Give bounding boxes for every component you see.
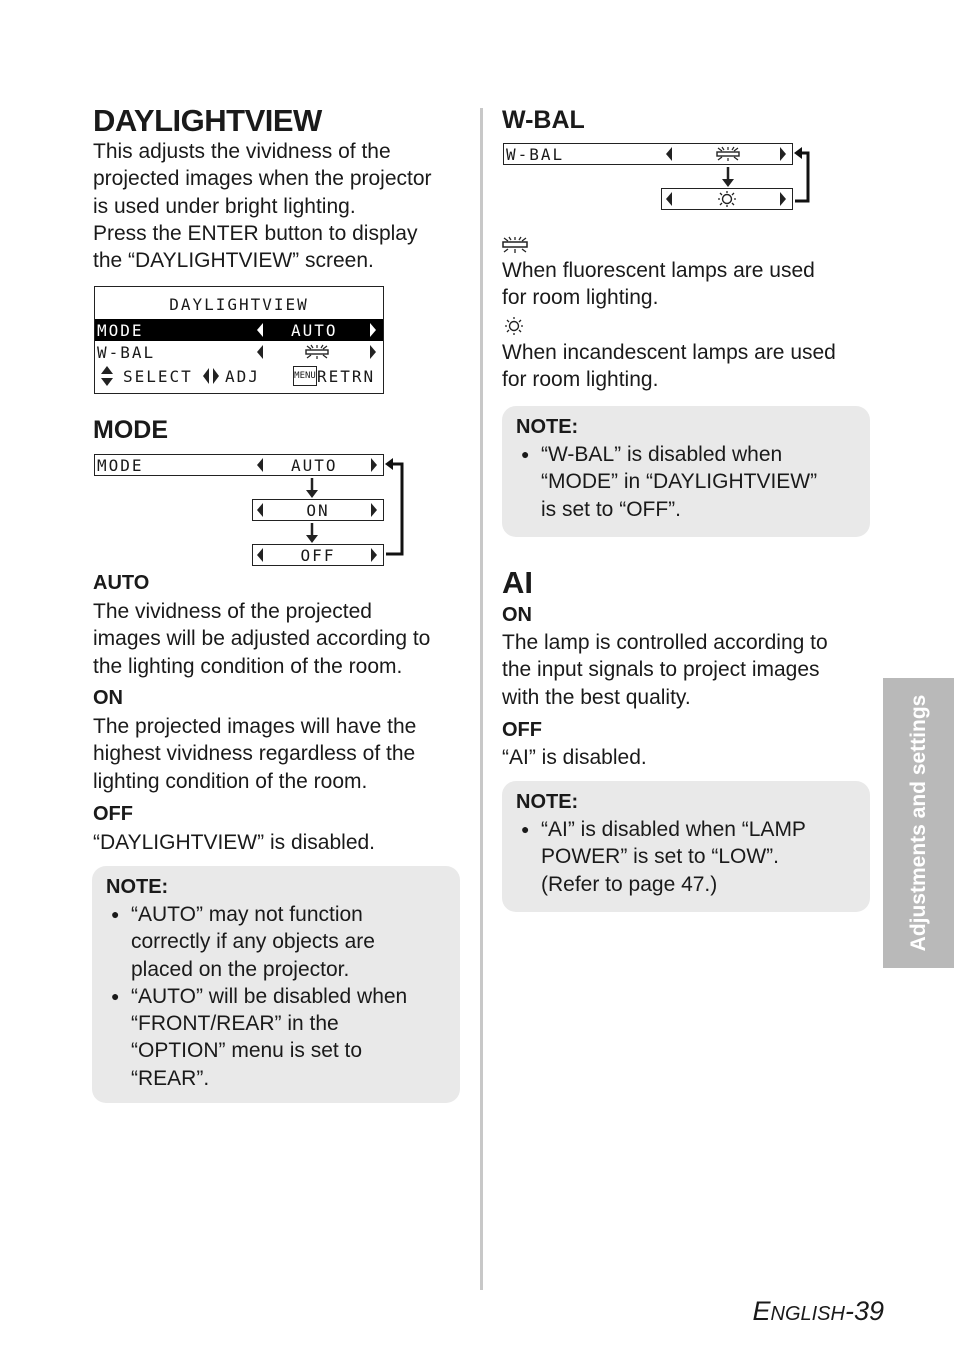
note-item: ● “W-BAL” is disabled when “MODE” in “DAYLIGHTVIEW” is set to “OFF”. [516,441,861,523]
note-item: ● “AUTO” may not function correctly if any objects are placed on the projector. [106,901,451,983]
arrow-left-icon [666,147,672,161]
section-title-daylightview: DAYLIGHTVIEW [93,103,322,138]
fluorescent-description: When fluorescent lamps are used for room lighting. [502,259,815,310]
arrow-left-icon [257,458,263,472]
menu-row-wbal: W-BAL [95,341,383,363]
incandescent-icon [503,316,525,336]
arrow-right-icon [780,192,786,206]
menu-row-mode: MODE AUTO [95,319,383,341]
side-tab-adjustments [883,678,954,968]
wbal-field: W-BAL [503,143,793,165]
arrow-right-icon [371,548,377,562]
arrow-left-icon [257,345,263,359]
auto-heading: AUTO [93,572,150,594]
note-box-wbal [502,406,870,537]
cycle-return-bracket [384,456,406,560]
fluorescent-icon [502,236,528,254]
mode-option-off: OFF [252,544,384,566]
down-arrow-icon [300,476,324,500]
mode-option-on: ON [252,499,384,521]
wbal-option-incandescent [661,188,793,210]
ai-heading: AI [502,565,533,600]
up-down-arrow-icon [101,366,113,386]
note-box-daylightview [92,866,460,1103]
page-footer: ENGLISH-39 [752,1296,884,1326]
note-box-ai [502,781,870,912]
arrow-left-icon [666,192,672,206]
note-title: NOTE: [106,876,169,898]
menu-screen-title: DAYLIGHTVIEW [169,295,309,314]
note-item: ● “AI” is disabled when “LAMP POWER” is set to “LOW”. (Refer to page 47.) [516,816,861,898]
note-title: NOTE: [516,416,579,438]
incandescent-description: When incandescent lamps are used for room lighting. [502,341,836,392]
menu-footer-row: SELECT ADJ MENU RETRN [95,365,383,387]
arrow-right-icon [371,458,377,472]
menu-button-icon: MENU [293,366,317,386]
incandescent-icon [716,190,738,208]
ai-off-description: “AI” is disabled. [502,746,647,769]
down-arrow-icon [300,521,324,545]
auto-description: The vividness of the projected images will be adjusted according to the lighting condition of the room. [93,600,431,678]
on-description: The projected images will have the highest vividness regardless of the lighting condition of the room. [93,715,417,793]
arrow-right-icon [370,323,376,337]
note-list [516,816,861,898]
note-item: ● “AUTO” will be disabled when “FRONT/REAR” in the “OPTION” menu is set to “REAR”. [106,983,451,1092]
page-number: -39 [844,1296,884,1326]
note-title: NOTE: [516,791,579,813]
arrow-left-icon [257,323,263,337]
on-heading: ON [93,687,123,709]
wbal-heading: W-BAL [502,106,585,134]
fluorescent-icon [716,146,740,162]
mode-heading: MODE [93,416,168,444]
mode-field: MODE AUTO [94,454,384,476]
fluorescent-icon [305,344,329,360]
ai-on-description: The lamp is controlled according to the input signals to project images with the best quality. [502,631,828,709]
cycle-return-bracket [793,145,813,207]
column-divider [480,108,483,1290]
note-list [516,441,861,523]
off-heading: OFF [93,803,133,825]
ai-on-heading: ON [502,604,532,626]
arrow-right-icon [780,147,786,161]
arrow-right-icon [370,345,376,359]
off-description: “DAYLIGHTVIEW” is disabled. [93,831,376,854]
side-tab-label: Adjustments and settings [906,694,930,952]
left-right-arrow-icon [203,367,219,385]
note-list [106,901,451,1092]
daylightview-menu-screen [94,286,384,394]
ai-off-heading: OFF [502,719,542,741]
arrow-right-icon [371,503,377,517]
intro-text: This adjusts the vividness of the projected images when the projector is used under bright lighting. Press the ENTER button to display the “DAYLIGHTVIEW” screen. [93,140,432,273]
down-arrow-icon [716,165,740,189]
